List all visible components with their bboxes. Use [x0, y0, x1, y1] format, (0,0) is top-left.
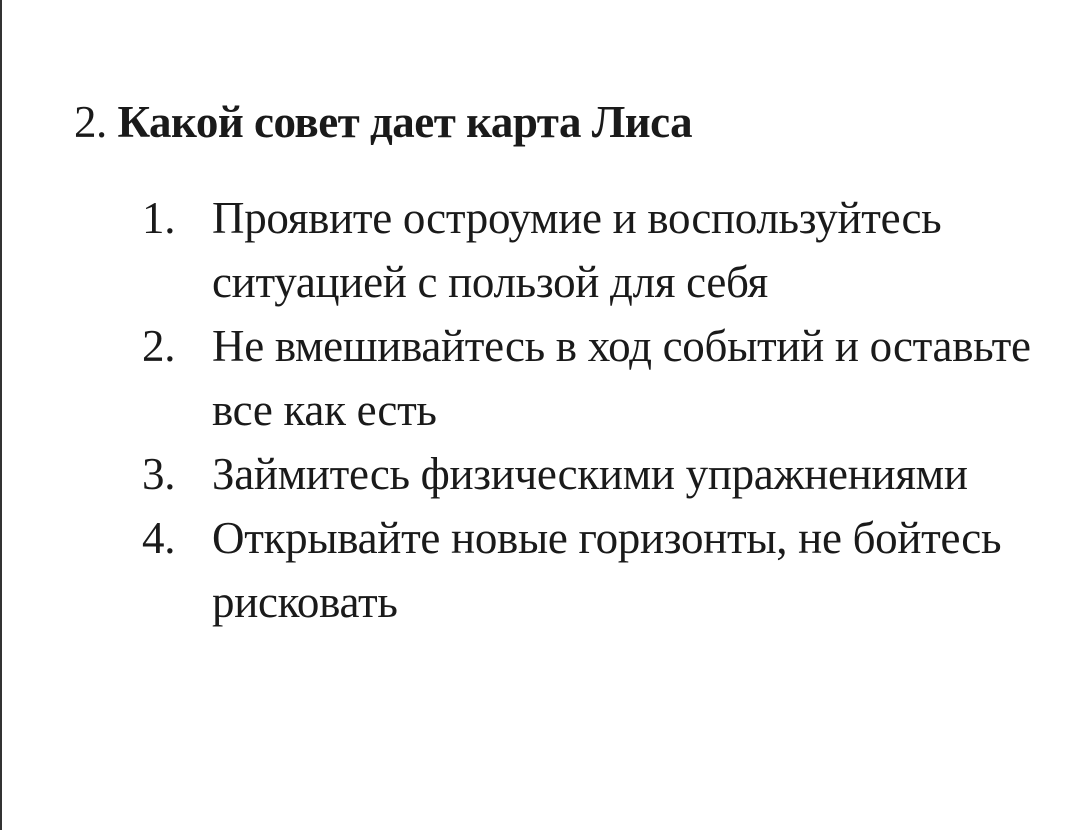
- answer-option-4: [142, 506, 1042, 634]
- answer-option-text: Займитесь физическими упражнениями: [212, 449, 968, 499]
- answer-option-number: 2.: [142, 321, 176, 371]
- answer-option-number: 1.: [142, 193, 176, 243]
- answer-option-text: Проявите остроумие и воспользуйтесь ситуацией с пользой для себя: [212, 193, 942, 307]
- answer-option-3: [142, 442, 1042, 506]
- answer-option-number: 3.: [142, 449, 176, 499]
- answer-option-text: Открывайте новые горизонты, не бойтесь рисковать: [212, 513, 1002, 627]
- answer-option-text: Не вмешивайтесь в ход событий и оставьте все как есть: [212, 321, 1031, 435]
- answer-option-number: 4.: [142, 513, 176, 563]
- question-number: 2.: [74, 97, 107, 147]
- question-heading: [74, 92, 692, 152]
- answer-options-list: [142, 186, 1042, 634]
- answer-option-2: [142, 314, 1042, 442]
- question-text: Какой совет дает карта Лиса: [117, 97, 693, 147]
- answer-option-1: [142, 186, 1042, 314]
